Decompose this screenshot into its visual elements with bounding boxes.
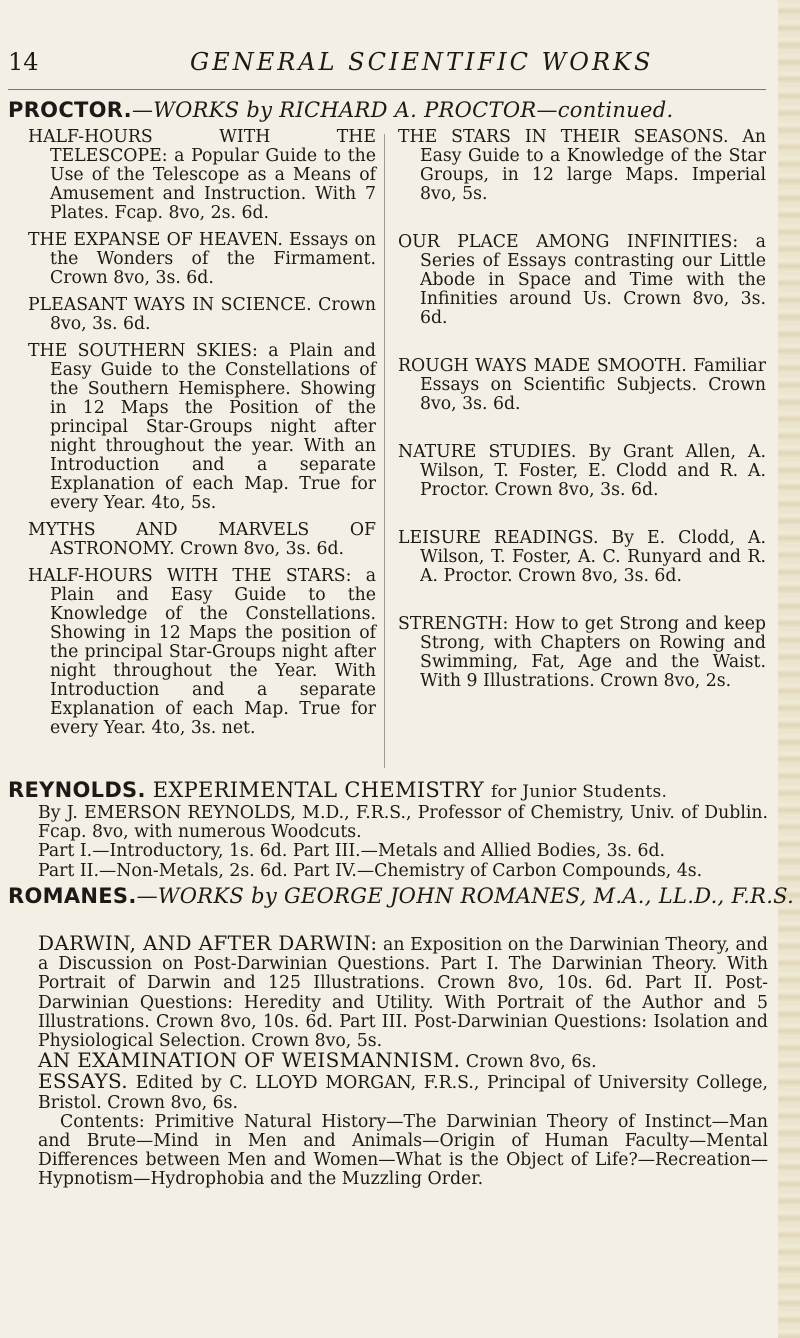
weismann-description: Crown 8vo, 6s. [465, 1052, 597, 1073]
list-item: HALF-HOURS WITH THE TELESCOPE: a Popular Guide to the Use of the Telescope as a Means of Amusement and Instruction. With 7 Plates. Fcap. 8vo, 2s. 6d. [28, 127, 376, 223]
list-item: HALF-HOURS WITH THE STARS: a Plain and Easy Guide to the Knowledge of the Constellations. Showing in 12 Maps the position of the principal Star-Groups night after night throughout the Year. With Introduction and a separate Explanation of each Map. True for every Year. 4to, 3s. net. [28, 566, 376, 738]
reynolds-parts-line-1: Part I.—Introductory, 1s. 6d. Part III.—Metals and Allied Bodies, 3s. 6d. [38, 841, 666, 862]
weismann-title: AN EXAMINATION OF WEISMANNISM. [38, 1048, 461, 1073]
reynolds-body [38, 804, 768, 881]
list-item: NATURE STUDIES. By Grant Allen, A. Wilson, T. Foster, E. Clodd and R. A. Proctor. Crown 8vo, 3s. 6d. [398, 442, 766, 500]
reynolds-heading: REYNOLDS. EXPERIMENTAL CHEMISTRY for Junior Students. [8, 778, 668, 802]
page-number: 14 [8, 48, 39, 76]
list-item: ROUGH WAYS MADE SMOOTH. Familiar Essays on Scientific Subjects. Crown 8vo, 3s. 6d. [398, 356, 766, 414]
proctor-right-column [398, 128, 766, 720]
page-edge [778, 0, 800, 1338]
reynolds-description: By J. EMERSON REYNOLDS, M.D., F.R.S., Professor of Chemistry, Univ. of Dublin. Fcap. 8vo, with numerous Woodcuts. [38, 803, 768, 843]
darwin-title: DARWIN, AND AFTER DARWIN: [38, 931, 378, 955]
romanes-heading: ROMANES.—WORKS by GEORGE JOHN ROMANES, M.A., LL.D., F.R.S. [8, 884, 795, 908]
list-item: THE SOUTHERN SKIES: a Plain and Easy Guide to the Constellations of the Southern Hemisphere. Showing in 12 Maps the Position of the principal Star-Groups night after night throughout the year. With an Introduction and a separate Explanation of each Map. True for every Year. 4to, 5s. [28, 341, 376, 513]
darwin-entry [38, 931, 768, 1052]
essays-entry [38, 1069, 768, 1113]
essays-title: ESSAYS. [38, 1069, 128, 1094]
list-item: THE STARS IN THEIR SEASONS. An Easy Guide to a Knowledge of the Star Groups, in 12 large Maps. Imperial 8vo, 5s. [398, 127, 766, 204]
running-title: GENERAL SCIENTIFIC WORKS [190, 48, 654, 76]
list-item: PLEASANT WAYS IN SCIENCE. Crown 8vo, 3s. 6d. [28, 295, 376, 334]
essays-description: Edited by C. LLOYD MORGAN, F.R.S., Principal of University College, Bristol. Crown 8vo, 6s. [38, 1073, 768, 1113]
list-item: LEISURE READINGS. By E. Clodd, A. Wilson, T. Foster, A. C. Runyard and R. A. Proctor. Crown 8vo, 3s. 6d. [398, 528, 766, 586]
column-divider [384, 134, 385, 768]
darwin-description: an Exposition on the Darwinian Theory, and a Discussion on Post-Darwinian Questions. Part I. The Darwinian Theory. With Portrait of Darwin and 125 Illustrations. Crown 8vo, 10s. 6d. Part II. Post-Darwinian Questions: Heredity and Utility. With Portrait of the Author and 5 Illustrations. Crown 8vo, 10s. 6d. Part III. Post-Darwinian Questions: Isolation and Physiological Selection. Crown 8vo, 5s. [38, 935, 768, 1052]
weismann-entry [38, 1048, 768, 1073]
page-header [8, 48, 768, 88]
essays-contents: Contents: Primitive Natural History—The Darwinian Theory of Instinct—Man and Brute—Mind in Men and Animals—Origin of Human Faculty—Mental Differences between Men and Women—What is the Object of Life?—Recreation—Hypnotism—Hydrophobia and the Muzzling Order. [38, 1111, 768, 1190]
header-rule [8, 89, 766, 90]
list-item: THE EXPANSE OF HEAVEN. Essays on the Wonders of the Firmament. Crown 8vo, 3s. 6d. [28, 230, 376, 288]
list-item: STRENGTH: How to get Strong and keep Strong, with Chapters on Rowing and Swimming, Fat, Age and the Waist. With 9 Illustrations. Crown 8vo, 2s. [398, 614, 766, 691]
reynolds-parts-line-2: Part II.—Non-Metals, 2s. 6d. Part IV.—Chemistry of Carbon Compounds, 4s. [38, 860, 703, 881]
proctor-left-column [28, 128, 376, 746]
list-item: MYTHS AND MARVELS OF ASTRONOMY. Crown 8vo, 3s. 6d. [28, 520, 376, 559]
romanes-body [38, 931, 768, 1190]
proctor-heading: PROCTOR.—WORKS by RICHARD A. PROCTOR—continued. [8, 98, 674, 122]
list-item: OUR PLACE AMONG INFINITIES: a Series of Essays contrasting our Little Abode in Space and Time with the Infinities around Us. Crown 8vo, 3s. 6d. [398, 232, 766, 328]
